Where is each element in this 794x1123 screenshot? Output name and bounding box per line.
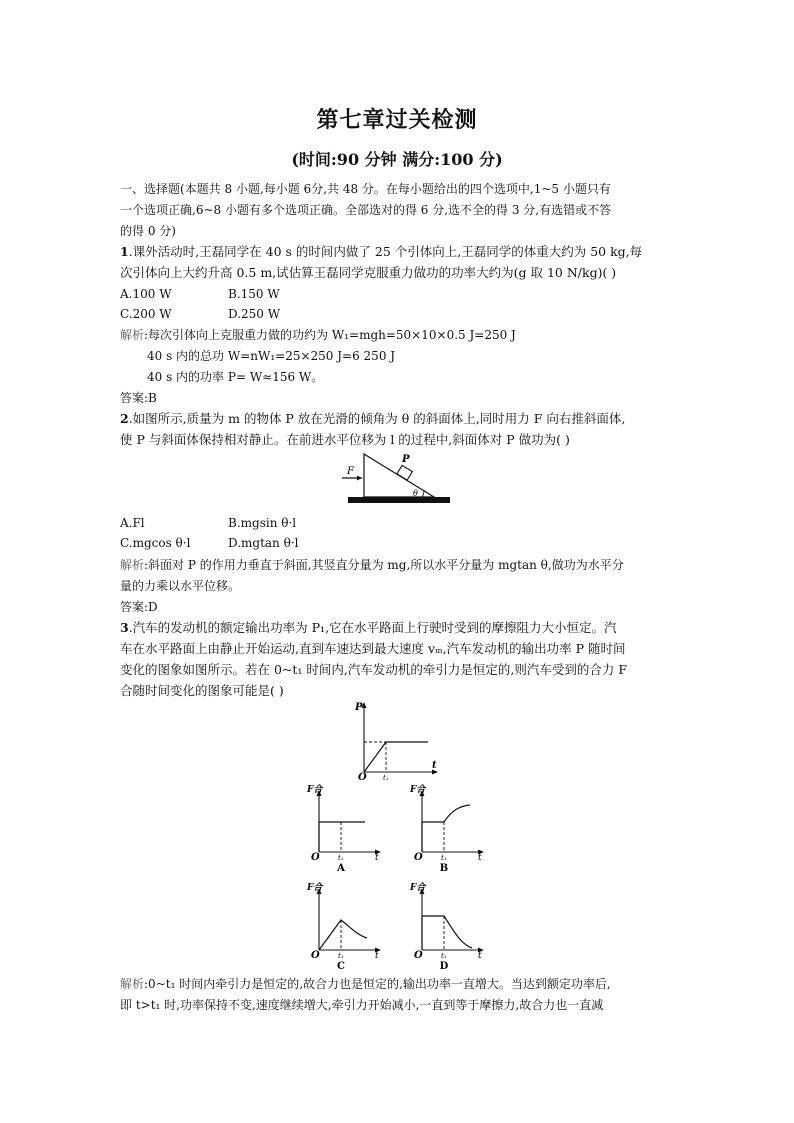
q2-analysis-label: 解析	[120, 558, 145, 572]
q1-option-c: C.200 W	[120, 307, 172, 321]
question-3-line-1: 3.汽车的发动机的额定输出功率为 P₁,它在水平路面上行驶时受到的摩擦阻力大小恒定。汽	[120, 620, 617, 635]
q1-answer: 答案:B	[120, 391, 157, 405]
block-p	[397, 465, 412, 480]
q2-answer: 答案:D	[120, 600, 158, 614]
x-label: t	[478, 951, 482, 961]
graph-a	[305, 780, 385, 872]
q2-option-a: A.Fl	[120, 516, 145, 530]
question-3-line-2: 车在水平路面上由静止开始运动,直到车速达到最大速度 vₘ,汽车发动机的输出功率 P 随时间	[120, 641, 626, 656]
q1-analysis-label: 解析	[120, 328, 145, 342]
graph-caption: D	[439, 961, 449, 970]
q2-option-b: B.mgsin θ·l	[228, 516, 297, 530]
question-3-line-4: 合随时间变化的图象可能是( )	[120, 683, 284, 698]
t1-label: t₁	[383, 774, 389, 780]
t1-label: t₁	[338, 952, 344, 960]
question-2-number: 2	[120, 411, 129, 426]
page-title: 第七章过关检测	[316, 107, 478, 133]
graph-caption: C	[337, 961, 345, 970]
x-label: t	[375, 951, 379, 961]
page-subtitle: (时间:90 分钟 满分:100 分)	[291, 150, 503, 169]
angle-arc	[422, 490, 424, 497]
angle-label: θ	[413, 489, 418, 498]
graph-caption: A	[337, 863, 345, 872]
ground-bar	[348, 497, 450, 503]
q1-analysis-line-3: 40 s 内的功率 P= W≈156 W。	[147, 370, 324, 384]
question-1-line-1: 1.课外活动时,王磊同学在 40 s 的时间内做了 25 个引体向上,王磊同学的体重大约为 50 kg,每	[120, 244, 643, 259]
graph-d	[408, 878, 488, 970]
q2-option-d: D.mgtan θ·l	[228, 536, 299, 550]
y-label: F合	[307, 785, 323, 795]
q2-analysis-line-2: 量的力乘以水平位移。	[120, 579, 241, 593]
question-2-line-2: 使 P 与斜面体保持相对静止。在前进水平位移为 l 的过程中,斜面体对 P 做功为( )	[120, 432, 570, 447]
question-3-line-3: 变化的图象如图所示。若在 0~t₁ 时间内,汽车发动机的牵引力是恒定的,则汽车受到的合力 F	[120, 662, 628, 677]
force-label: F	[347, 466, 354, 477]
y-label: P	[355, 702, 363, 713]
section-instructions-line-1: 一、选择题(本题共 8 小题,每小题 6分,共 48 分。在每小题给出的四个选项中,1~5 小题只有	[120, 182, 611, 196]
q1-analysis-line-1: 解析:每次引体向上克服重力做的功约为 W₁=mgh=50×10×0.5 J=250 J	[120, 328, 516, 342]
force-curve	[319, 920, 367, 950]
origin-label: O	[311, 852, 320, 863]
q1-option-d: D.250 W	[228, 307, 281, 321]
origin-label: O	[358, 772, 367, 780]
graph-b	[408, 780, 488, 872]
y-label: F合	[410, 883, 426, 893]
graph-main	[350, 698, 445, 780]
origin-label: O	[414, 852, 423, 863]
graph-c	[305, 878, 385, 970]
t1-label: t₁	[441, 952, 447, 960]
t1-label: t₁	[338, 854, 344, 862]
section-instructions-line-2: 一个选项正确,6~8 小题有多个选项正确。全部选对的得 6 分,选不全的得 3 分,有选错或不答	[120, 203, 612, 217]
force-curve	[422, 805, 470, 852]
q1-analysis-line-2: 40 s 内的总功 W=nW₁=25×250 J=6 250 J	[147, 349, 396, 363]
section-instructions-line-3: 的得 0 分)	[120, 224, 176, 238]
t1-label: t₁	[441, 854, 447, 862]
origin-label: O	[414, 950, 423, 961]
q1-option-b: B.150 W	[228, 287, 280, 301]
block-label: P	[402, 454, 410, 465]
q2-analysis-line-1: 解析:斜面对 P 的作用力垂直于斜面,其竖直分量为 mg,所以水平分量为 mgtan θ,做功为水平分	[120, 558, 624, 572]
incline-figure	[338, 449, 456, 507]
question-1-line-2: 次引体向上大约升高 0.5 m,试估算王磊同学克服重力做功的功率大约为(g 取 10 N/kg)( )	[120, 265, 617, 280]
x-label: t	[478, 853, 482, 863]
question-1-number: 1	[120, 244, 129, 259]
power-curve	[364, 742, 428, 772]
q2-option-c: C.mgcos θ·l	[120, 536, 191, 550]
x-label: t	[375, 853, 379, 863]
q3-analysis-line-1: 解析:0~t₁ 时间内牵引力是恒定的,故合力也是恒定的,输出功率一直增大。当达到额定功率后,	[120, 977, 611, 991]
y-label: F合	[307, 883, 323, 893]
q1-option-a: A.100 W	[120, 287, 172, 301]
force-curve	[422, 916, 472, 950]
force-curve	[319, 822, 365, 852]
y-label: F合	[410, 785, 426, 795]
question-3-number: 3	[120, 620, 129, 635]
origin-label: O	[311, 950, 320, 961]
q3-analysis-label: 解析	[120, 977, 145, 991]
graph-caption: B	[439, 863, 449, 872]
force-arrowhead	[357, 476, 362, 481]
question-2-line-1: 2.如图所示,质量为 m 的物体 P 放在光滑的倾角为 θ 的斜面体上,同时用力 F 向右推斜面体,	[120, 411, 626, 426]
x-label: t	[432, 760, 437, 771]
q3-analysis-line-2: 即 t>t₁ 时,功率保持不变,速度继续增大,牵引力开始减小,一直到等于摩擦力,故合力也一直减	[120, 998, 604, 1012]
